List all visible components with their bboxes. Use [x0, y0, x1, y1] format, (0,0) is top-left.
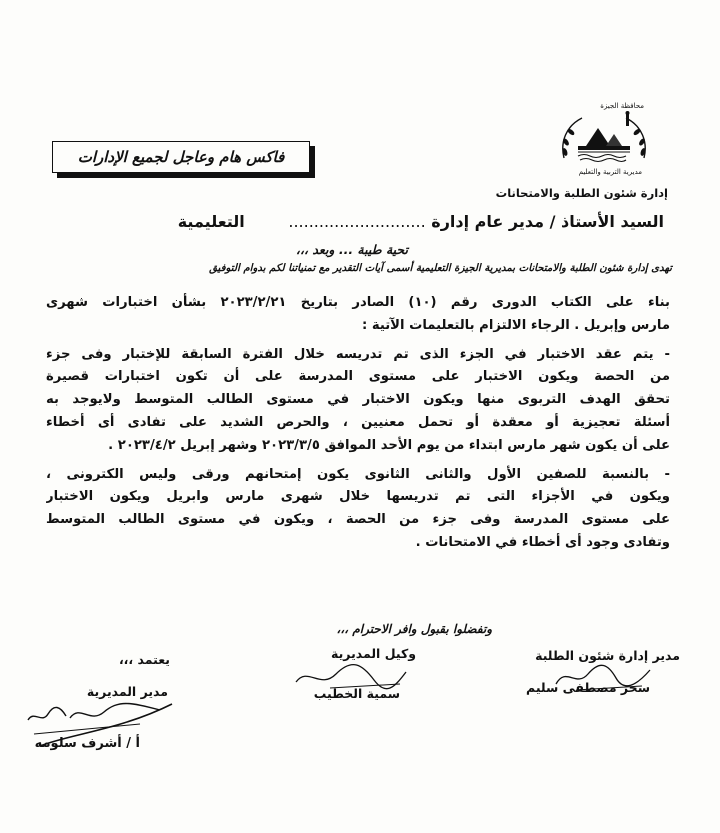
governorate-logo	[556, 102, 652, 180]
gift-line: تهدى إدارة شئون الطلبة والامتحانات بمديرية الجيزة التعليمية أسمى آيات التقدير مع تمنياتنا لكم بدوام التوفيق	[209, 263, 672, 274]
addressee-dots: ...........................	[288, 212, 426, 231]
deputy-title: وكيل المديرية	[331, 646, 416, 661]
body-line: ويكون في الأجزاء التى تم تدريسها خلال شهرى مارس وابريل ويكون الاختبار	[46, 489, 670, 505]
body-line: من الحصة ويكون الاختبار على مستوى المدرسة على أن تكون اختبارات قصيرة	[46, 369, 670, 385]
fax-notice-text: فاكس هام وعاجل لجميع الإدارات	[77, 148, 285, 166]
letter-body	[46, 292, 670, 555]
logo-top-text: محافظة الجيزة	[600, 102, 644, 110]
body-line: - يتم عقد الاختبار في الجزء الذى تم تدريسه خلال الفترة السابقة للإختبار وفى جزء	[46, 346, 670, 362]
body-line: على أن يكون شهر مارس ابتداء من يوم الأحد الموافق ٢٠٢٣/٣/٥ وشهر إبريل ٢٠٢٣/٤/٢ .	[108, 437, 670, 453]
body-line: على مستوى المدرسة وفى جزء من الحصة ، ويكون في مستوى الطالب المتوسط	[46, 512, 670, 528]
logo-bottom-text: مديرية التربية والتعليم	[578, 168, 642, 176]
body-line: أسئلة تعجيزية أو معقدة أو تحمل معنيين ، والحرص الشديد على تفادى أى أخطاء	[46, 414, 670, 430]
body-line: - بالنسبة للصفين الأول والثانى الثانوى يكون إمتحانهم ورقى وليس الكترونى ،	[46, 466, 670, 482]
addressee-title: السيد الأستاذ / مدير عام إدارة	[431, 212, 664, 231]
body-line: وتفادى وجود أى أخطاء في الامتحانات .	[415, 534, 670, 550]
approve-label: يعتمد ،،،	[118, 652, 170, 667]
student-affairs-title: مدير إدارة شئون الطلبة	[535, 648, 680, 663]
director-name: أ / أشرف سلومه	[34, 736, 140, 751]
addressee-line	[178, 212, 664, 231]
greeting: تحية طيبة ... وبعد ،،،	[295, 242, 408, 257]
body-line: تحقق الهدف التربوى منها ويكون الاختبار في مستوى الطالب المتوسط ولايوجد به	[46, 392, 670, 408]
addressee-suffix: التعليمية	[177, 212, 245, 231]
body-line: بناء على الكتاب الدورى رقم (١٠) الصادر بتاريخ ٢٠٢٣/٢/٢١ بشأن اختبارات شهرى	[46, 295, 670, 310]
deputy-name: سمية الخطيب	[313, 686, 400, 701]
director-title: مدير المديرية	[86, 684, 168, 699]
fax-notice-box	[52, 141, 310, 173]
department-name: إدارة شئون الطلبة والامتحانات	[495, 186, 668, 200]
body-line: مارس وإبريل . الرجاء الالتزام بالتعليمات الآتية :	[361, 317, 670, 333]
student-affairs-name: سحر مصطفى سليم	[526, 680, 650, 695]
closing-line: وتفضلوا بقبول وافر الاحترام ،،،	[336, 622, 492, 636]
